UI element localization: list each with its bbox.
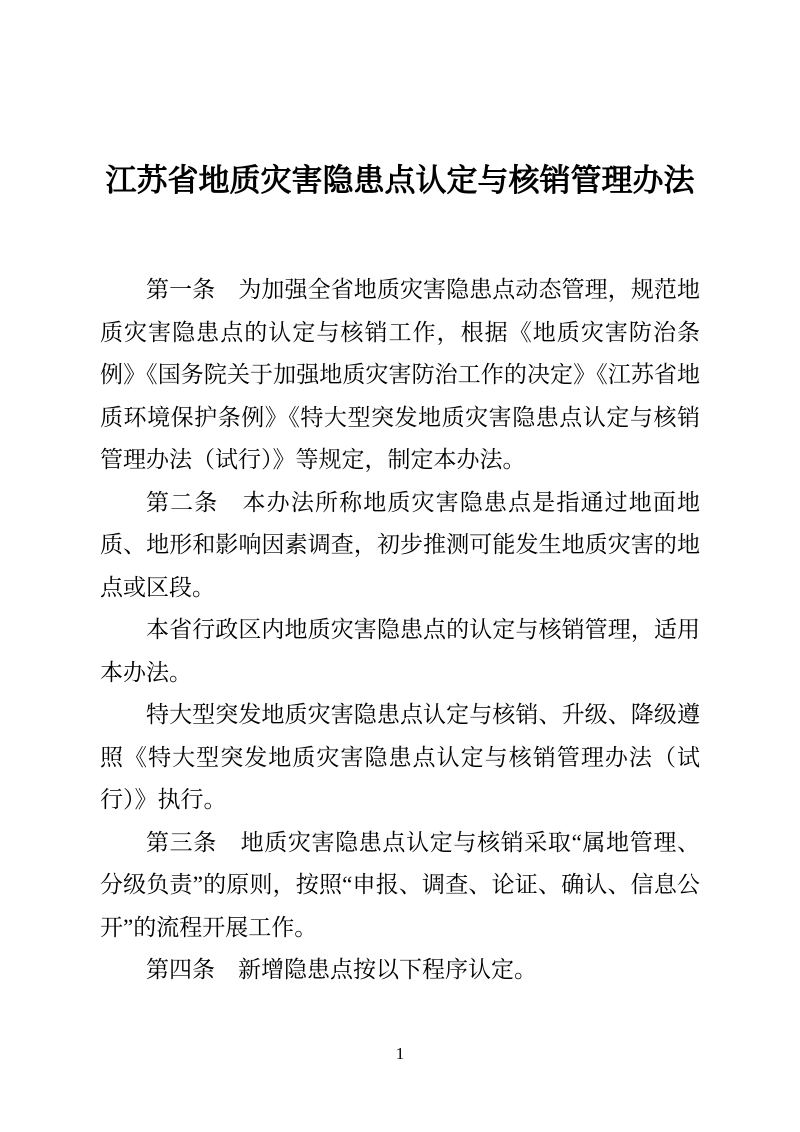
document-title: 江苏省地质灾害隐患点认定与核销管理办法 [105, 163, 695, 198]
paragraph-article-2-scope: 本省行政区内地质灾害隐患点的认定与核销管理，适用本办法。 [100, 617, 700, 685]
paragraph-article-3: 第三条 地质灾害隐患点认定与核销采取“属地管理、分级负责”的原则，按照“申报、调查、论证、确认、信息公开”的流程开展工作。 [100, 829, 700, 940]
paragraph-article-4: 第四条 新增隐患点按以下程序认定。 [146, 957, 537, 982]
document-body [100, 269, 700, 992]
page-number: 1 [395, 1044, 405, 1063]
paragraph-article-2-extra-large: 特大型突发地质灾害隐患点认定与核销、升级、降级遵照《特大型突发地质灾害隐患点认定与核销管理办法（试行）》执行。 [100, 702, 700, 812]
paragraph-article-1: 第一条 为加强全省地质灾害隐患点动态管理，规范地质灾害隐患点的认定与核销工作，根据《地质灾害防治条例》《国务院关于加强地质灾害防治工作的决定》《江苏省地质环境保护条例》《特大型突发地质灾害隐患点认定与核销管理办法（试行）》等规定，制定本办法。 [100, 277, 700, 472]
paragraph-article-2: 第二条 本办法所称地质灾害隐患点是指通过地面地质、地形和影响因素调查，初步推测可能发生地质灾害的地点或区段。 [100, 489, 700, 600]
